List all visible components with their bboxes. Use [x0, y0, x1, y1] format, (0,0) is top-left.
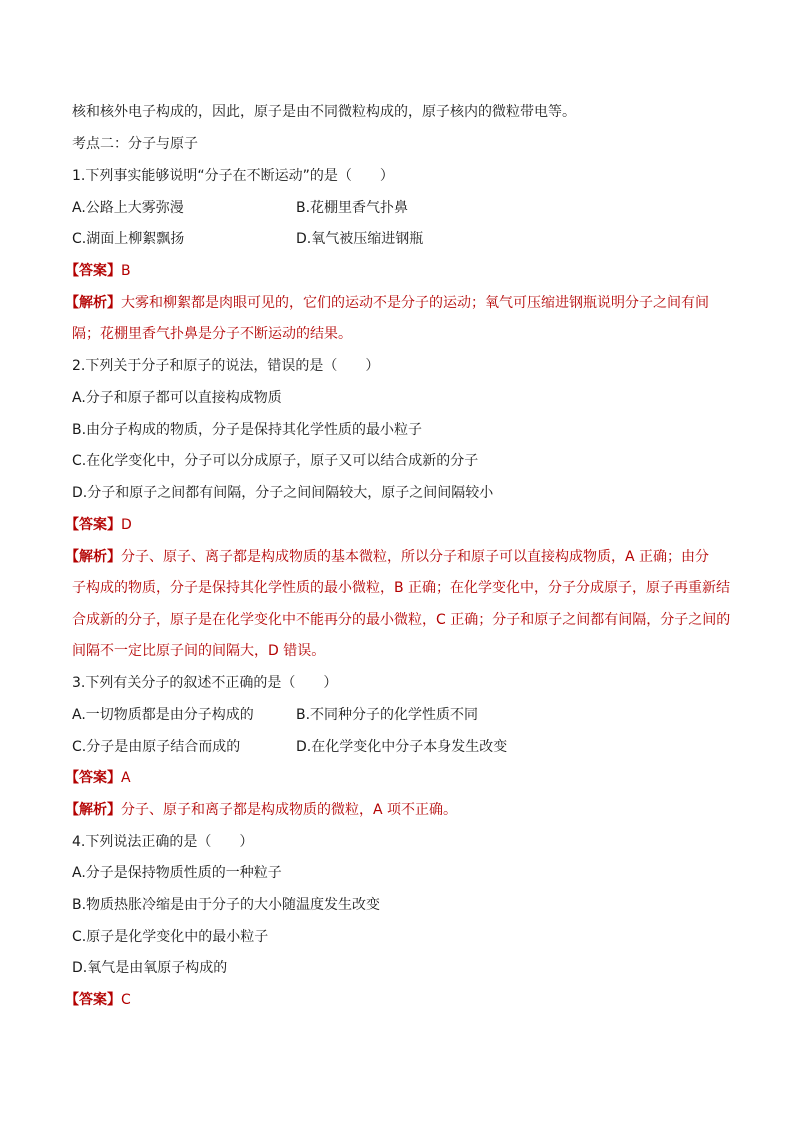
question-2-analysis-line-3: 合成新的分子，原子是在化学变化中不能再分的最小微粒，C 正确；分子和原子之间都有间隔，分子之间的: [72, 612, 731, 628]
question-3-option-d: D.在化学变化中分子本身发生改变: [296, 739, 508, 755]
question-4-option-a: A.分子是保持物质性质的一种粒子: [72, 865, 282, 881]
question-1-option-a: A.公路上大雾弥漫: [72, 200, 184, 216]
question-2-analysis-line-2: 子构成的物质，分子是保持其化学性质的最小微粒，B 正确；在化学变化中，分子分成原子，原子再重新结: [72, 580, 731, 596]
question-2-option-d: D.分子和原子之间都有间隔，分子之间间隔较大，原子之间间隔较小: [72, 485, 494, 501]
question-3-answer: [65, 768, 131, 788]
question-3-options-row-1: [72, 705, 479, 725]
question-2-analysis-line-1: [65, 547, 709, 567]
question-1-option-c: C.湖面上柳絮飘扬: [72, 231, 185, 247]
section-title: 考点二：分子与原子: [72, 136, 198, 152]
question-4-answer: [65, 990, 131, 1010]
question-2-option-b: B.由分子构成的物质，分子是保持其化学性质的最小粒子: [72, 422, 423, 438]
question-2-option-a: A.分子和原子都可以直接构成物质: [72, 390, 282, 406]
answer-value: C: [121, 992, 131, 1008]
question-3-option-c: C.分子是由原子结合而成的: [72, 739, 241, 755]
answer-tag: 【答案】: [65, 992, 121, 1008]
question-3-analysis-line-1: [65, 800, 457, 820]
answer-tag: 【答案】: [65, 517, 121, 533]
analysis-text: 分子、原子、离子都是构成物质的基本微粒，所以分子和原子可以直接构成物质，A 正确；由分: [121, 549, 710, 565]
analysis-text: 分子、原子和离子都是构成物质的微粒，A 项不正确。: [121, 802, 458, 818]
question-4-option-d: D.氧气是由氧原子构成的: [72, 960, 228, 976]
question-4-stem: 4.下列说法正确的是（ ）: [72, 834, 254, 850]
answer-tag: 【答案】: [65, 263, 121, 279]
question-1-option-d: D.氧气被压缩进钢瓶: [296, 231, 424, 247]
answer-value: B: [121, 263, 131, 279]
question-3-option-a: A.一切物质都是由分子构成的: [72, 707, 254, 723]
question-3-options-row-2: [72, 737, 508, 757]
question-1-stem: 1.下列事实能够说明“分子在不断运动”的是（ ）: [72, 168, 394, 184]
question-1-options-row-1: [72, 198, 409, 218]
question-4-option-b: B.物质热胀冷缩是由于分子的大小随温度发生改变: [72, 897, 381, 913]
analysis-text: 大雾和柳絮都是肉眼可见的，它们的运动不是分子的运动；氧气可压缩进钢瓶说明分子之间有间: [121, 295, 709, 311]
analysis-tag: 【解析】: [65, 549, 121, 565]
question-2-answer: [65, 515, 132, 535]
question-4-option-c: C.原子是化学变化中的最小粒子: [72, 929, 269, 945]
answer-value: D: [121, 517, 132, 533]
question-1-options-row-2: [72, 229, 424, 249]
question-1-analysis-line-1: [65, 293, 709, 313]
question-2-analysis-line-4: 间隔不一定比原子间的间隔大，D 错误。: [72, 643, 326, 659]
question-2-option-c: C.在化学变化中，分子可以分成原子，原子又可以结合成新的分子: [72, 453, 479, 469]
question-1-analysis-line-2: 隔；花棚里香气扑鼻是分子不断运动的结果。: [72, 326, 352, 342]
question-3-option-b: B.不同种分子的化学性质不同: [296, 707, 479, 723]
question-1-answer: [65, 261, 131, 281]
answer-tag: 【答案】: [65, 770, 121, 786]
answer-value: A: [121, 770, 131, 786]
question-2-stem: 2.下列关于分子和原子的说法，错误的是（ ）: [72, 358, 380, 374]
intro-text: 核和核外电子构成的，因此，原子是由不同微粒构成的，原子核内的微粒带电等。: [72, 104, 576, 120]
analysis-tag: 【解析】: [65, 295, 121, 311]
question-1-option-b: B.花棚里香气扑鼻: [296, 200, 409, 216]
question-3-stem: 3.下列有关分子的叙述不正确的是（ ）: [72, 675, 338, 691]
analysis-tag: 【解析】: [65, 802, 121, 818]
